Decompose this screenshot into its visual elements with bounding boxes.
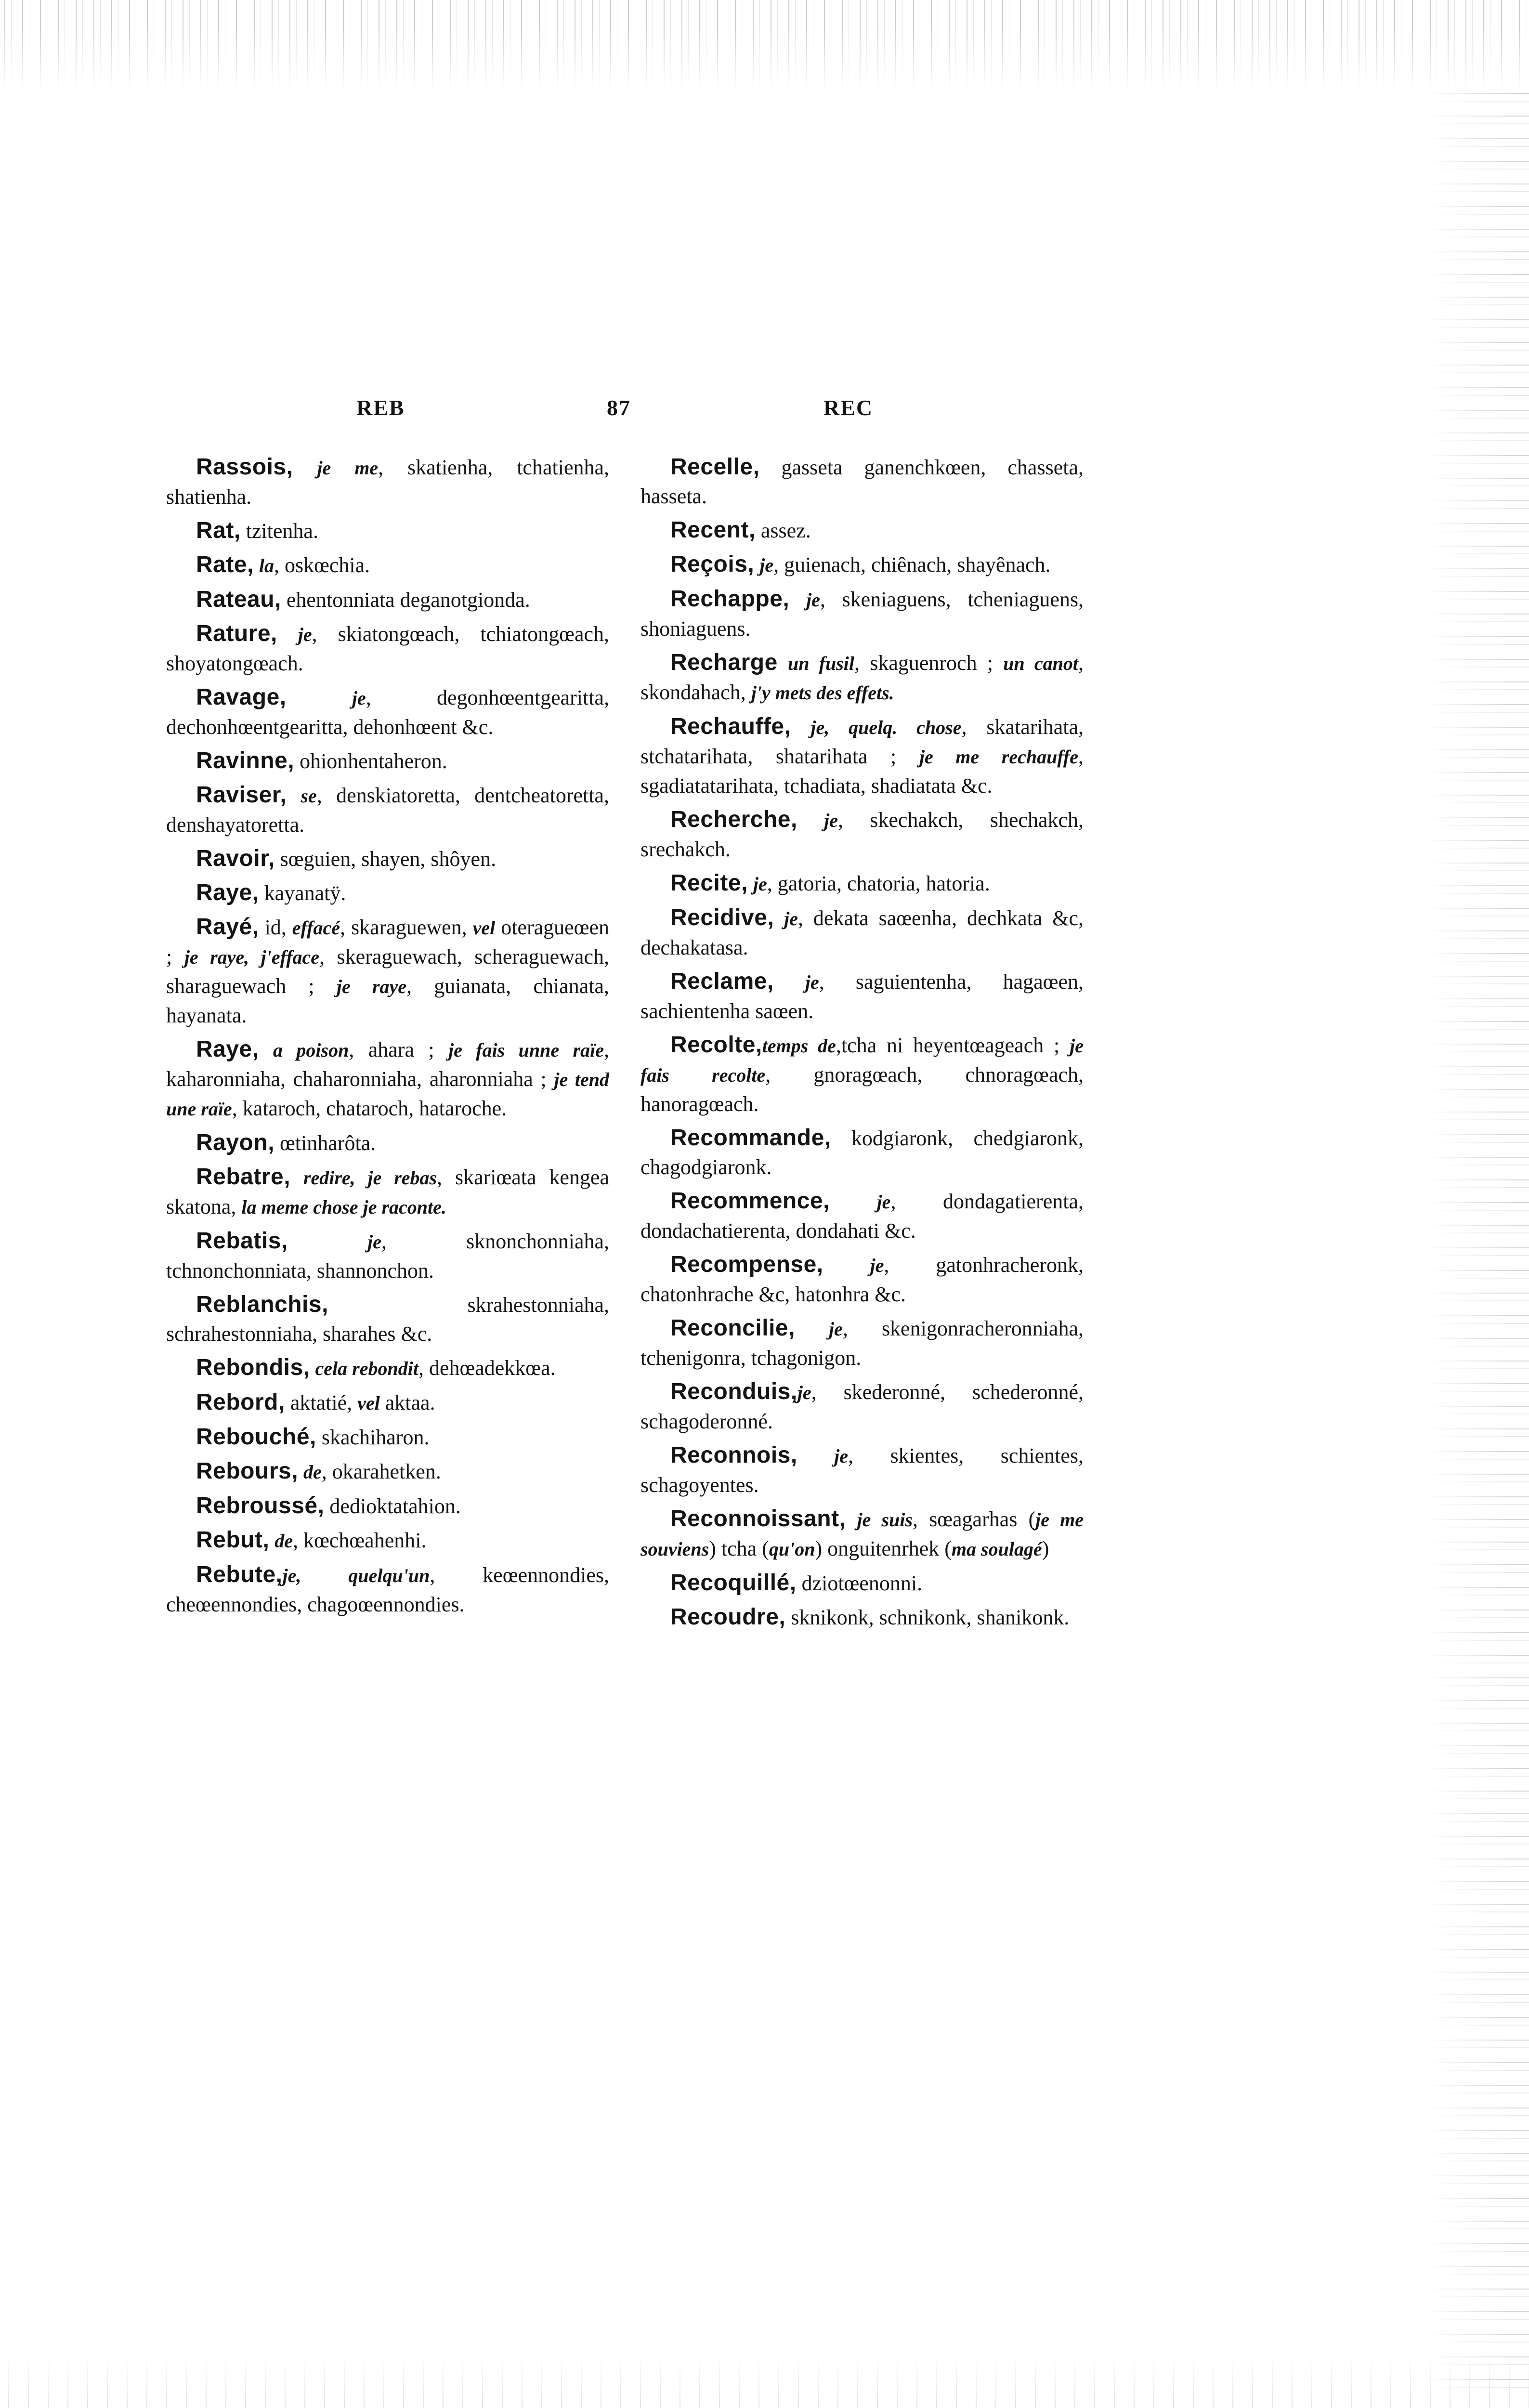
entry-italic-gloss: je	[876, 1191, 891, 1213]
entry-text: , saguientenha, hagaœen, sachientenha saœen.	[640, 970, 1084, 1023]
entry-italic-gloss: je	[805, 971, 819, 993]
entry-text: , sknonchonniaha, tchnonchonniata, shannonchon.	[166, 1230, 610, 1283]
entry-text	[823, 1253, 870, 1277]
entry-headword: Rate,	[196, 552, 254, 577]
entry-text: , skariœata kengea skatona,	[166, 1165, 609, 1218]
entry-text	[846, 1507, 857, 1531]
entry-italic-gloss: la	[259, 555, 274, 576]
entry-headword: Ravoir,	[196, 846, 275, 871]
entry-text: , guienach, chiênach, shayênach.	[773, 553, 1051, 576]
dictionary-entry	[166, 1290, 609, 1348]
entry-text: , denskiatoretta, dentcheatoretta, denshayatoretta.	[166, 784, 609, 837]
entry-headword: Rayé,	[196, 914, 259, 940]
dictionary-entry	[166, 453, 609, 511]
entry-text: ,tcha ni heyentœageach ;	[836, 1034, 1070, 1057]
entry-italic-gloss: un canot	[1003, 653, 1079, 674]
entry-italic-gloss: je raye, j'efface	[184, 946, 320, 968]
entry-italic-gloss: qu'on	[769, 1538, 815, 1560]
dictionary-entry	[166, 516, 609, 546]
entry-text: tzitenha.	[240, 519, 318, 543]
dictionary-entry	[166, 844, 609, 874]
entry-italic-gloss: de	[274, 1530, 293, 1552]
entry-italic-gloss: je raye	[336, 976, 406, 997]
entry-text	[778, 651, 788, 675]
dictionary-entry	[166, 1560, 609, 1619]
entry-italic-gloss: effacé	[292, 917, 340, 939]
dictionary-entry	[640, 903, 1084, 962]
entry-italic-gloss: je	[352, 687, 366, 709]
entry-text: , ahara ;	[349, 1038, 448, 1061]
entry-text: , skaraguewen,	[340, 916, 473, 939]
entry-text: , gnoragœach, chnoragœach, hanoragœach.	[640, 1063, 1084, 1116]
entry-text	[789, 588, 806, 611]
entry-text: kodgiaronk, chedgiaronk, chagodgiaronk.	[640, 1126, 1084, 1179]
entry-text: , gatoria, chatoria, hatoria.	[767, 872, 990, 895]
entry-italic-gloss: je suis	[857, 1509, 913, 1531]
dictionary-entry	[640, 1314, 1084, 1373]
entry-text: , skechakch, shechakch, srechakch.	[640, 808, 1084, 861]
entry-text: , skatarihata, stchatarihata, shatarihata ;	[640, 715, 1084, 768]
entry-italic-gloss: ma soulagé	[951, 1538, 1042, 1560]
right-column	[640, 453, 1084, 1637]
entry-headword: Recoudre,	[670, 1604, 786, 1630]
dictionary-entry	[640, 1031, 1084, 1119]
entry-text	[830, 1190, 877, 1213]
entry-headword: Recherche,	[670, 807, 797, 832]
entry-text: , skaguenroch ;	[854, 651, 1004, 675]
entry-text: , dekata saœenha, dechkata &c, dechakatasa.	[640, 906, 1084, 959]
entry-text	[797, 1444, 834, 1467]
entry-italic-gloss: je	[753, 873, 767, 895]
entry-headword: Recommence,	[670, 1188, 830, 1214]
entry-italic-gloss: je fais recolte	[640, 1035, 1084, 1086]
dictionary-entry	[166, 1492, 609, 1521]
entry-text: œtinharôta.	[274, 1131, 376, 1155]
entry-text	[288, 1230, 367, 1253]
dictionary-entry	[640, 453, 1084, 511]
entry-headword: Raye,	[196, 880, 259, 905]
entry-headword: Reçois,	[670, 551, 755, 577]
dictionary-entry	[640, 869, 1084, 899]
entry-italic-gloss: se	[301, 785, 317, 807]
entry-italic-gloss: je fais unne raïe	[448, 1039, 604, 1061]
page-number: 87	[607, 395, 631, 420]
entry-headword: Recoquillé,	[670, 1570, 797, 1596]
entry-headword: Rebondis,	[196, 1355, 310, 1380]
entry-italic-gloss: je	[797, 1382, 811, 1403]
entry-headword: Recent,	[670, 517, 756, 543]
entry-headword: Ravinne,	[196, 748, 295, 773]
entry-italic-gloss: je, quelq. chose	[810, 717, 962, 738]
entry-text: sknikonk, schnikonk, shanikonk.	[785, 1606, 1070, 1629]
entry-text	[310, 1356, 315, 1380]
entry-text	[277, 622, 298, 646]
entry-italic-gloss: la meme chose je raconte.	[241, 1196, 446, 1218]
entry-text: , keœennondies, cheœennondies, chagoœennondies.	[166, 1563, 609, 1616]
entry-headword: Rebute,	[196, 1562, 283, 1587]
entry-text: assez.	[755, 519, 811, 542]
entry-text: skachiharon.	[316, 1426, 430, 1449]
entry-italic-gloss: de	[303, 1461, 322, 1483]
entry-text: , oskœchia.	[274, 553, 370, 577]
entry-italic-gloss: je me souviens	[640, 1509, 1084, 1560]
entry-headword: Rebord,	[196, 1389, 285, 1415]
entry-italic-gloss: je	[870, 1255, 884, 1276]
entry-text	[774, 970, 805, 994]
entry-headword: Rechauffe,	[670, 714, 791, 739]
scan-edge-right	[1418, 87, 1529, 2389]
dictionary-entry	[166, 1423, 609, 1452]
dictionary-entry	[640, 1603, 1084, 1632]
dictionary-entry	[640, 1505, 1084, 1564]
dictionary-entry	[640, 712, 1084, 800]
entry-text	[298, 1460, 303, 1483]
entry-text	[791, 715, 810, 739]
entry-headword: Recommande,	[670, 1125, 831, 1151]
entry-text: aktaa.	[379, 1391, 435, 1414]
entry-text: dedioktatahion.	[324, 1494, 461, 1518]
entry-italic-gloss: je	[784, 908, 798, 929]
entry-headword: Reconnois,	[670, 1442, 797, 1468]
running-head	[164, 395, 1088, 438]
entry-text: dziotœenonni.	[796, 1571, 923, 1595]
entry-headword: Rechappe,	[670, 586, 790, 612]
entry-text	[287, 784, 301, 807]
dictionary-entry	[640, 1124, 1084, 1182]
entry-headword: Ravage,	[196, 684, 287, 710]
entry-text	[774, 906, 784, 930]
dictionary-entry	[166, 585, 609, 615]
entry-text: skrahestonniaha, schrahestonniaha, sharahes &c.	[166, 1293, 609, 1346]
entry-italic-gloss: je	[759, 554, 774, 576]
entry-text	[748, 872, 753, 895]
entry-headword: Raviser,	[196, 782, 287, 808]
entry-italic-gloss: a poison	[273, 1039, 349, 1061]
entry-text: , dondagatierenta, dondachatierenta, dondahati &c.	[640, 1190, 1084, 1243]
entry-headword: Reconnoissant,	[670, 1506, 846, 1531]
entry-headword: Recidive,	[670, 905, 774, 930]
entry-text: , skederonné, schederonné, schagoderonné.	[640, 1380, 1084, 1433]
dictionary-entry	[640, 550, 1084, 580]
entry-italic-gloss: je	[806, 589, 820, 611]
dictionary-entry	[166, 781, 609, 839]
entry-headword: Rassois,	[196, 454, 293, 480]
entry-text	[754, 553, 759, 576]
dictionary-entry	[640, 1377, 1084, 1436]
entry-text	[795, 1317, 829, 1340]
entry-italic-gloss: temps de	[762, 1035, 836, 1057]
dictionary-entry	[166, 1163, 609, 1222]
entry-text: , guianata, chianata, hayanata.	[166, 974, 609, 1027]
entry-italic-gloss: je	[829, 1318, 843, 1340]
dictionary-entry	[640, 1187, 1084, 1245]
scan-edge-bottom	[0, 2347, 1529, 2408]
dictionary-entry	[166, 1035, 609, 1124]
entry-headword: Recharge	[670, 650, 778, 675]
entry-italic-gloss: j'y mets des effets.	[751, 682, 894, 704]
entry-text	[269, 1529, 274, 1552]
entry-italic-gloss: un fusil	[787, 653, 855, 674]
entry-italic-gloss: redire, je rebas	[303, 1167, 437, 1189]
dictionary-entry	[640, 1569, 1084, 1598]
entry-text	[797, 808, 824, 832]
entry-text: , skenigonracheronniaha, tchenigonra, tchagonigon.	[640, 1317, 1084, 1370]
header-right-guide-word: REC	[823, 395, 874, 420]
entry-headword: Rebouché,	[196, 1424, 316, 1450]
entry-text: , kataroch, chataroch, hataroche.	[232, 1097, 507, 1120]
entry-italic-gloss: cela rebondit	[315, 1358, 418, 1379]
entry-text: ehentonniata deganotgionda.	[281, 588, 530, 612]
entry-headword: Recompense,	[670, 1252, 823, 1277]
entry-text: , skondahach,	[640, 651, 1084, 704]
entry-headword: Rebut,	[196, 1527, 270, 1553]
entry-italic-gloss: je tend une raïe	[166, 1069, 609, 1120]
entry-italic-gloss: je, quelqu'un	[282, 1565, 430, 1586]
entry-text: , skatienha, tchatienha, shatienha.	[166, 456, 609, 509]
entry-italic-gloss: je	[834, 1445, 849, 1467]
entry-text: , gatonhracheronk, chatonhrache &c, hatonhra &c.	[640, 1253, 1084, 1306]
entry-text: aktatié,	[285, 1391, 358, 1414]
dictionary-entry	[166, 619, 609, 678]
entry-italic-gloss: vel	[472, 917, 496, 939]
dictionary-entry	[640, 805, 1084, 864]
dictionary-entry	[166, 878, 609, 908]
entry-text: id,	[259, 916, 292, 939]
entry-headword: Rebours,	[196, 1458, 299, 1484]
entry-text: , sœagarhas (	[913, 1507, 1036, 1531]
entry-text: ) tcha (	[709, 1537, 769, 1560]
dictionary-entry	[166, 1227, 609, 1285]
entry-text: , sgadiatatarihata, tchadiata, shadiatata &c.	[640, 745, 1084, 798]
entry-text	[290, 1165, 303, 1189]
entry-headword: Rebroussé,	[196, 1493, 325, 1518]
dictionary-entry	[166, 1526, 609, 1556]
entry-text	[254, 553, 259, 577]
entry-text: )	[1042, 1537, 1049, 1560]
entry-headword: Reclame,	[670, 968, 774, 994]
entry-text: , degonhœentgearitta, dechonhœentgearitta, dehonhœent &c.	[166, 686, 609, 739]
entry-italic-gloss: je	[367, 1231, 381, 1253]
entry-headword: Raye,	[196, 1036, 259, 1062]
dictionary-entry	[640, 1250, 1084, 1309]
entry-italic-gloss: je	[298, 624, 312, 645]
dictionary-entry	[166, 1388, 609, 1418]
entry-text: kayanatÿ.	[259, 881, 346, 905]
entry-text: sœguien, shayen, shôyen.	[274, 847, 497, 871]
scan-edge-top	[0, 0, 1529, 96]
entry-headword: Recelle,	[670, 454, 760, 480]
entry-headword: Rat,	[196, 518, 241, 543]
dictionary-entry	[640, 648, 1084, 707]
entry-headword: Rayon,	[196, 1130, 275, 1155]
entry-text: , okarahetken.	[321, 1460, 441, 1483]
dictionary-entry	[166, 913, 609, 1030]
entry-text: , dehœadekkœa.	[418, 1356, 556, 1380]
dictionary-entry	[640, 585, 1084, 643]
entry-italic-gloss: vel	[357, 1392, 380, 1414]
entry-headword: Rateau,	[196, 587, 281, 612]
dictionary-entry	[640, 516, 1084, 545]
dictionary-entry	[640, 967, 1084, 1026]
dictionary-entry	[166, 683, 609, 742]
dictionary-entry	[640, 1441, 1084, 1500]
dictionary-entry	[166, 1128, 609, 1158]
entry-text: , skeraguewach, scheraguewach, sharaguewach ;	[166, 945, 609, 998]
entry-headword: Reconcilie,	[670, 1315, 795, 1341]
dictionary-entry	[166, 1353, 609, 1383]
header-left-guide-word: REB	[356, 395, 405, 420]
dictionary-entry	[166, 550, 609, 580]
left-column	[166, 453, 609, 1624]
entry-text	[293, 456, 317, 479]
entry-text: ) onguitenrhek (	[815, 1537, 952, 1560]
entry-headword: Reblanchis,	[196, 1292, 328, 1317]
entry-text: gasseta ganenchkœen, chasseta, hasseta.	[640, 456, 1084, 508]
entry-headword: Recite,	[670, 870, 748, 896]
entry-headword: Reconduis,	[670, 1379, 797, 1404]
entry-text: , skiatongœach, tchiatongœach, shoyatongœach.	[166, 622, 609, 675]
entry-headword: Rebatis,	[196, 1228, 288, 1254]
entry-headword: Rature,	[196, 621, 277, 646]
entry-italic-gloss: je me rechauffe	[919, 746, 1078, 768]
entry-text: , skeniaguens, tcheniaguens, shoniaguens.	[640, 588, 1084, 641]
entry-text: , skientes, schientes, schagoyentes.	[640, 1444, 1084, 1497]
dictionary-entry	[166, 746, 609, 776]
entry-italic-gloss: je me	[317, 457, 379, 479]
entry-text: , kaharonniaha, chaharonniaha, aharonniaha ;	[166, 1038, 609, 1091]
dictionary-entry	[166, 1457, 609, 1487]
entry-text	[287, 686, 352, 709]
entry-italic-gloss: je	[824, 810, 838, 831]
entry-headword: Recolte,	[670, 1032, 762, 1058]
entry-headword: Rebatre,	[196, 1164, 291, 1190]
entry-text: ohionhentaheron.	[294, 749, 447, 773]
entry-text	[259, 1038, 273, 1061]
entry-text: oteragueœen ;	[166, 916, 609, 968]
entry-text: , kœchœahenhi.	[293, 1529, 427, 1552]
